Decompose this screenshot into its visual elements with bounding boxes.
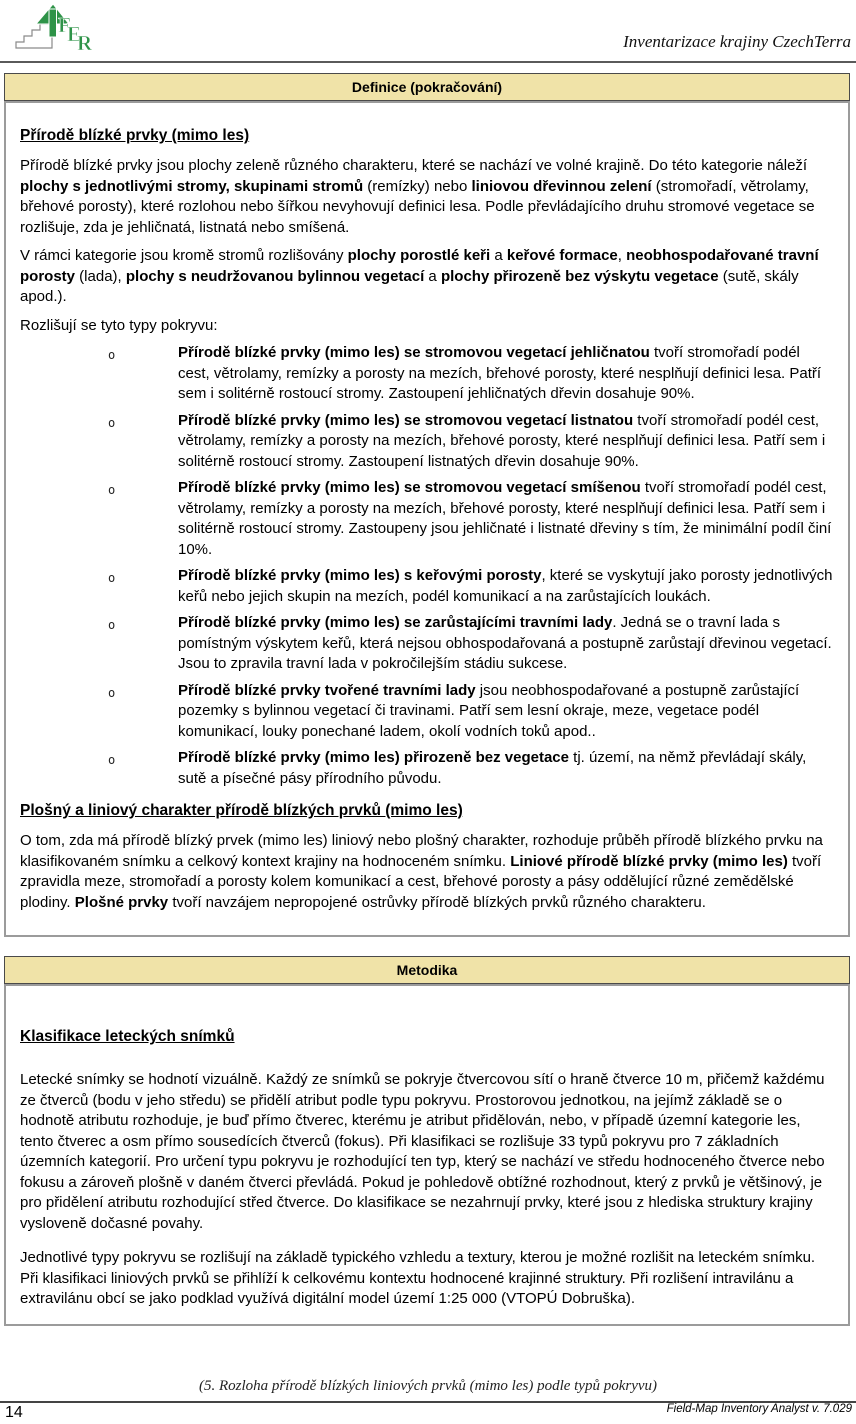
bullet-marker: o <box>108 483 116 497</box>
bullet-list-typy-pokryvu <box>20 343 834 789</box>
footer-caption: (5. Rozloha přírodě blízkých liniových prvků (mimo les) podle typů pokryvu) <box>198 1378 658 1394</box>
ifer-logo-letter-r: R <box>77 31 93 55</box>
bullet-item <box>108 613 834 675</box>
section-banner-metodika: Metodika <box>4 956 850 984</box>
paragraph-metodika-1: Letecké snímky se hodnotí vizuálně. Každý ze snímků se pokryje čtvercovou sítí o hraně čtverce 10 m, přičemž každému ze čtverců (bodu v jeho středu) se přidělí atribut podle typu pokryvu. Prostorovou jednotkou, na jejímž základě se o hodnotě atributu rozhoduje, je buď přímo čtverec, kterému je atribut přidělován, nebo, v případě územní kategorie les, tento čtverec a osm přímo sousedících čtverců (fokus). Při klasifikaci se rozlišuje 33 typů pokryvu pro 7 základních územních kategorií. Pro určení typu pokryvu je rozhodující ten typ, který se nachází ve středu hodnoceného čtverce nebo fokusu a zároveň plošně v daném čtverci převládá. Pokud je pohledově obtížné rozhodnout, který z prvků je většinový, je pro přidělení atributu rozhodující střed čtverce. Do klasifikace se nezahrnují prvky, které jsou z hlediska struktury krajiny vysloveně dočasné povahy. <box>20 1071 825 1232</box>
header-rule <box>0 61 856 63</box>
page-number: 14 <box>5 1404 23 1421</box>
bullet-text: Přírodě blízké prvky (mimo les) se stromovou vegetací smíšenou tvoří stromořadí podél cest, větrolamy, remízky a porosty na mezích, břehové porosty, které nesplňují definici lesa. Patří sem i solitérně rostoucí stromy. Zastoupeny jsou jehličnaté i listnaté dřeviny s tím, že minimální podíl činí 10%. <box>178 479 832 558</box>
section-banner-definice: Definice (pokračování) <box>4 73 850 101</box>
bullet-item <box>108 478 834 560</box>
heading-klasifikace-snimku: Klasifikace leteckých snímků <box>20 1028 235 1045</box>
paragraph-definice-1: Přírodě blízké prvky jsou plochy zeleně různého charakteru, které se nachází ve volné krajině. Do této kategorie náleží plochy s jednotlivými stromy, skupinami stromů (remízky) nebo liniovou dřevinnou zelení (stromořadí, větrolamy, břehové porosty), které rozlohou nebo šířkou nevyhovují definici lesa. Podle převládajícího druhu stromové vegetace se rozlišuje, zda je jehličnatá, listnatá nebo smíšená. <box>20 157 815 236</box>
paragraph-plosny-liniovy: O tom, zda má přírodě blízký prvek (mimo les) liniový nebo plošný charakter, rozhoduje průběh přírodě blízkého prvku na klasifikovaném snímku a celkový kontext krajiny na hodnoceném snímku. Liniové přírodě blízké prvky (mimo les) tvoří zpravidla meze, stromořadí a porosty kolem komunikací a cest, břehové porosty a pásy oddělující různé zemědělské plodiny. Plošné prvky tvoří navzájem nepropojené ostrůvky přírodě blízkých prvků různého charakteru. <box>20 832 823 911</box>
bullet-item <box>108 343 834 405</box>
bullet-marker: o <box>108 685 116 700</box>
bullet-marker: o <box>108 415 116 430</box>
bullet-text: Přírodě blízké prvky (mimo les) se stromovou vegetací jehličnatou tvoří stromořadí podél cest, větrolamy, remízky a porosty na mezích, břehové porosty, které nesplňují definici lesa. Patří sem i solitérně rostoucí stromy. Zastoupení jehličnatých dřevin dosahuje 90%. <box>178 344 822 402</box>
ifer-logo <box>12 2 108 58</box>
paragraph-typy-pokryvu-intro: Rozlišují se tyto typy pokryvu: <box>20 316 218 334</box>
ifer-logo-letter-f: F <box>58 13 71 37</box>
bullet-marker: o <box>108 571 116 585</box>
bullet-item <box>108 566 834 607</box>
section-definice <box>4 101 850 937</box>
bullet-item <box>108 681 834 743</box>
ifer-logo-letter-e: E <box>67 22 82 46</box>
bullet-marker: o <box>108 618 116 632</box>
bullet-marker: o <box>108 753 116 767</box>
bullet-marker: o <box>108 348 116 362</box>
document-title: Inventarizace krajiny CzechTerra <box>623 32 851 51</box>
bullet-text: Přírodě blízké prvky (mimo les) se zarůstajícími travními lady. Jedná se o travní lada s pomístným výskytem keřů, která nejsou obhospodařovaná a postupně zarůstají dřevinou vegetací. Jsou to zpravila travní lada v pokročilejším stádiu sukcese. <box>178 614 832 672</box>
heading-prirode-blizke-prvky: Přírodě blízké prvky (mimo les) <box>20 127 250 144</box>
bullet-text: Přírodě blízké prvky tvořené travními lady jsou neobhospodařované a postupně zarůstající pozemky s bylinnou vegetací či travinami. Patří sem lesní okraje, meze, vegetace podél komunikací, louky ponechané ladem, okolí vodních toků apod.. <box>178 681 800 740</box>
paragraph-definice-2: V rámci kategorie jsou kromě stromů rozlišovány plochy porostlé keři a keřové formace, neobhospodařované travní porosty (lada), plochy s neudržovanou bylinnou vegetací a plochy přirozeně bez výskytu vegetace (sutě, skály apod.). <box>20 247 819 305</box>
bullet-text: Přírodě blízké prvky (mimo les) přirozeně bez vegetace tj. území, na němž převládají skály, sutě a písečné pásy přírodního původu. <box>178 749 807 787</box>
heading-plosny-liniovy-charakter: Plošný a liniový charakter přírodě blízkých prvků (mimo les) <box>20 802 463 819</box>
bullet-item <box>108 748 834 789</box>
bullet-item <box>108 411 834 473</box>
section-metodika <box>4 984 850 1326</box>
paragraph-metodika-2: Jednotlivé typy pokryvu se rozlišují na základě typického vzhledu a textury, kterou je možné rozlišit na leteckém snímku. Při klasifikaci liniových prvků se přihlíží k celkovému kontextu hodnocené krajinné struktury. Při rozlišení intravilánu a extravilánu obcí se jako podklad využívá digitální model území 1:25 000 (VTOPÚ Dobruška). <box>20 1249 816 1307</box>
ifer-logo-letter-i <box>49 9 57 37</box>
app-version-label: Field-Map Inventory Analyst v. 7.029 <box>666 1403 852 1415</box>
bullet-text: Přírodě blízké prvky (mimo les) s keřovými porosty, které se vyskytují jako porosty jednotlivých keřů nebo jejich skupin na mezích, podél komunikací a na zarůstajících loukách. <box>178 567 833 605</box>
bullet-text: Přírodě blízké prvky (mimo les) se stromovou vegetací listnatou tvoří stromořadí podél cest, větrolamy, remízky a porosty na mezích, břehové porosty, které nesplňují definici lesa. Patří sem i solitérně rostoucí stromy. Zastoupení listnatých dřevin dosahuje 90%. <box>178 411 826 470</box>
